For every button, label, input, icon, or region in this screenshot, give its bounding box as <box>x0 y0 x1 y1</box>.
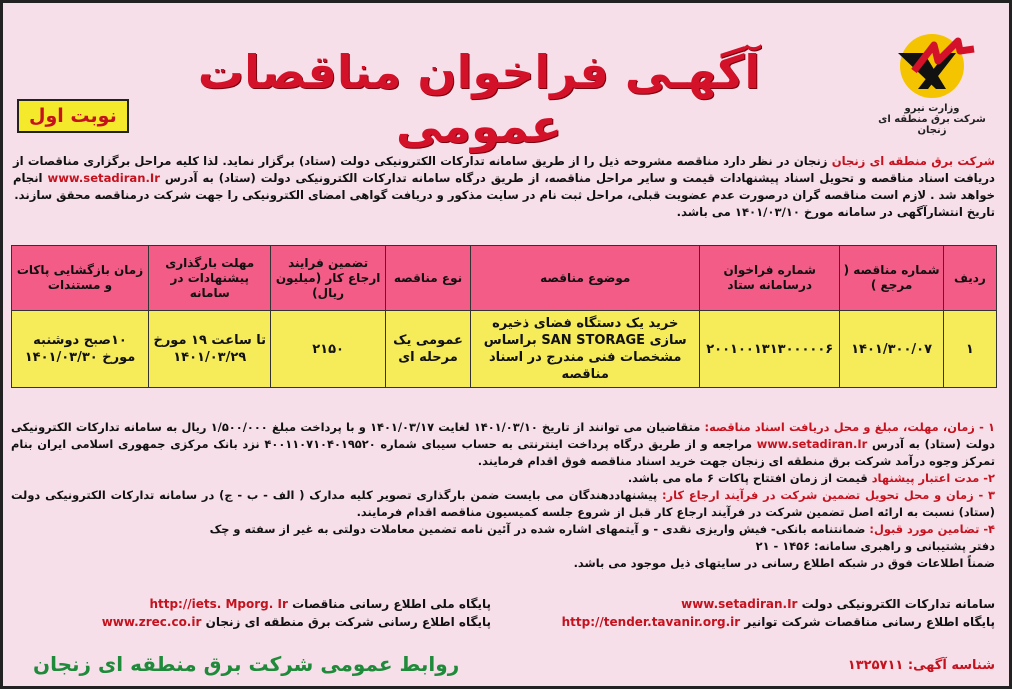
col-tender-number: شماره مناقصه ( مرجع ) <box>840 246 943 311</box>
cell-guarantee: ۲۱۵۰ <box>271 311 385 388</box>
portal-links <box>11 595 995 643</box>
note-1-link[interactable]: www.setadiran.Ir <box>756 437 868 451</box>
note-3-text: پیشنهاددهندگان می بایست ضمن بارگذاری تصویر کلیه مدارک ( الف - ب - ج) در سامانه تدارکات الکترونیکی دولت (ستاد) نسبت به ارائه اصل تضمین شرکت در فرآیند ارجاع کار قبل از شروع جلسه کمیسیون مناقصه اقدام فرمایند. <box>11 488 995 519</box>
tender-table <box>11 245 997 388</box>
table-row <box>12 311 997 388</box>
notes <box>11 419 995 572</box>
cell-opening-time: ۱۰صبح دوشنبه مورخ ۱۴۰۱/۰۳/۳۰ <box>12 311 149 388</box>
power-ministry-icon <box>884 31 980 101</box>
note-2-head: ۲- مدت اعتبار پیشنهاد <box>871 471 995 485</box>
intro-text-2: انجام خواهد شد . لازم است مناقصه گران درصورت عدم عضویت قبلی، مراحل ثبت نام در سایت مذکور و دریافت گواهی امضای الکترونیکی را جهت شرکت درمناقصه محقق سازند. <box>13 171 995 202</box>
note-4-text: ضمانتنامه بانکی- فیش واریزی نقدی - و آیتمهای اشاره شده در آئین نامه تضمین معاملات دولتی به غیر از سفته و چک <box>209 522 870 536</box>
portal-iets <box>51 595 491 613</box>
col-subject: موضوع مناقصه <box>471 246 700 311</box>
portals-right <box>495 595 995 631</box>
intro-paragraph <box>13 153 995 221</box>
note-4-head: ۴- تضامین مورد قبول: <box>869 522 995 536</box>
portal-tavanir <box>495 613 995 631</box>
col-type: نوع مناقصه <box>385 246 471 311</box>
intro-text-1: زنجان در نظر دارد مناقصه مشروحه ذیل را از طریق سامانه تدارکات الکترونیکی دولت (ستاد) برگزار نماید. لذا کلیه مراحل برگزاری مناقصات از دریافت اسناد مناقصه و تحویل اسناد پیشنهادات قیمت و سایر مراحل مناقصه، از طریق درگاه سامانه تدارکات الکترونیکی دولت (ستاد) به آدرس <box>13 154 995 185</box>
notice-title: آگهـی فراخوان مناقصات عمومی <box>197 45 761 153</box>
portal-tavanir-label: پایگاه اطلاع رسانی مناقصات شرکت توانیر <box>740 615 995 629</box>
cell-upload-deadline: تا ساعت ۱۹ مورخ ۱۴۰۱/۰۳/۲۹ <box>149 311 271 388</box>
cell-subject: خرید یک دستگاه فضای ذخیره سازی SAN STORAGE براساس مشخصات فنی مندرج در اسناد مناقصه <box>471 311 700 388</box>
round-badge: نوبت اول <box>17 99 129 133</box>
portal-iets-link[interactable]: http://iets. Mporg. Ir <box>149 597 288 611</box>
col-upload-deadline: مهلت بارگذاری پیشنهادات در سامانه <box>149 246 271 311</box>
table-header-row <box>12 246 997 311</box>
portal-zrec-link[interactable]: www.zrec.co.ir <box>101 615 202 629</box>
note-5: دفتر پشتیبانی و راهبری سامانه: ۱۴۵۶ - ۲۱ <box>755 539 995 553</box>
ministry-logo <box>873 31 991 141</box>
public-relations: روابط عمومی شرکت برق منطقه ای زنجان <box>33 652 460 676</box>
setad-link[interactable]: www.setadiran.Ir <box>47 171 160 185</box>
company-name: شرکت برق منطقه ای زنجان <box>831 154 995 168</box>
header <box>3 3 1009 153</box>
note-2 <box>11 470 995 487</box>
portal-setad-label: سامانه تدارکات الکترونیکی دولت <box>797 597 995 611</box>
logo-line2: شرکت برق منطقه ای زنجان <box>878 114 986 136</box>
notice-serial: شناسه آگهی: ۱۳۲۵۷۱۱ <box>847 658 995 673</box>
note-1-text2: مراجعه و از طریق درگاه پرداخت اینترنتی به حساب سیبای شماره ۴۰۰۱۱۰۷۱۰۴۰۱۹۵۲۰ نزد بانک مرکزی جمهوری اسلامی ایران بنام تمرکز وجوه درآمد شرکت برق منطقه ای زنجان جهت خرید اسناد مناقصه فوق اقدام فرمایند. <box>11 437 995 468</box>
portal-iets-label: پایگاه ملی اطلاع رسانی مناقصات <box>287 597 491 611</box>
footer <box>3 646 1009 686</box>
note-1 <box>11 419 995 470</box>
publish-date-line: تاریخ انتشارآگهی در سامانه مورخ ۱۴۰۱/۰۳/۱۰ می باشد. <box>676 205 995 219</box>
logo-line1: وزارت نیرو <box>904 103 960 114</box>
note-4 <box>11 521 995 538</box>
portal-setad-link[interactable]: www.setadiran.Ir <box>681 597 798 611</box>
cell-tender-number: ۱۴۰۱/۳۰۰/۰۷ <box>840 311 943 388</box>
col-guarantee: تضمین فرایند ارجاع کار (میلیون ریال) <box>271 246 385 311</box>
portal-zrec <box>51 613 491 631</box>
portal-setad <box>495 595 995 613</box>
cell-call-number: ۲۰۰۱۰۰۱۳۱۳۰۰۰۰۰۶ <box>700 311 840 388</box>
portal-zrec-label: پایگاه اطلاع رسانی شرکت برق منطقه ای زنجان <box>201 615 491 629</box>
note-1-text: متقاضیان می توانند از تاریخ ۱۴۰۱/۰۳/۱۰ لغایت ۱۴۰۱/۰۳/۱۷ و با پرداخت مبلغ ۱/۵۰۰/۰۰۰ ریال به سامانه تدارکات الکترونیکی دولت (ستاد) به آدرس <box>11 420 996 451</box>
col-row: ردیف <box>943 246 996 311</box>
portal-tavanir-link[interactable]: http://tender.tavanir.org.ir <box>561 615 741 629</box>
col-call-number: شماره فراخوان درسامانه ستاد <box>700 246 840 311</box>
note-2-text: قیمت از زمان افتتاح پاکات ۶ ماه می باشد. <box>627 471 872 485</box>
cell-type: عمومی یک مرحله ای <box>385 311 471 388</box>
note-6: ضمناً اطلاعات فوق در شبکه اطلاع رسانی در سایتهای ذیل موجود می باشد. <box>573 556 995 570</box>
col-opening-time: زمان بازگشایی پاکات و مستندات <box>12 246 149 311</box>
note-1-head: ۱ - زمان، مهلت، مبلغ و محل دریافت اسناد مناقصه: <box>704 420 995 434</box>
cell-row: ۱ <box>943 311 996 388</box>
note-3 <box>11 487 995 521</box>
note-3-head: ۳ - زمان و محل تحویل تضمین شرکت در فرآیند ارجاع کار: <box>662 488 995 502</box>
portals-left <box>51 595 491 631</box>
